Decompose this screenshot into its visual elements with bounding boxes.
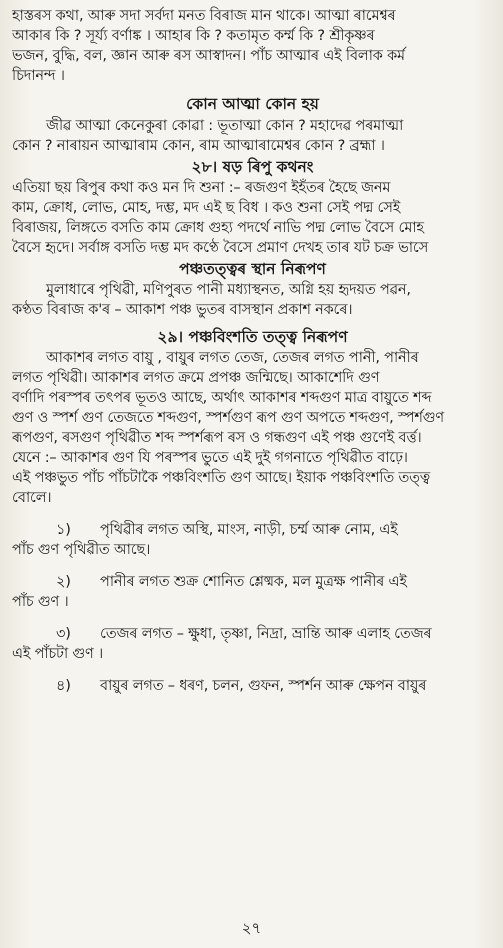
list-number: ২) bbox=[56, 574, 71, 590]
text-line: এই পঞ্চভুত পাঁচ পাঁচটাকৈ পঞ্চবিংশতি গুণ আছে। ইয়াক পঞ্চবিংশতি তত্ত্ব bbox=[12, 470, 430, 486]
page-number: ২৭ bbox=[241, 919, 262, 937]
list-text: বায়ুৰ লগত – ধৰণ, চলন, গুফন, স্পৰ্শন আৰু ক্ষেপন বায়ুৰ bbox=[100, 678, 427, 694]
list-continuation: পাঁচ গুণ পৃথিৱীত আছে। bbox=[12, 542, 151, 558]
text-line: ৰূপগুণ, ৰসগুণ পৃথিৱীত শব্দ স্পৰ্শৰূপ ৰস ও গন্ধগুণ এই পঞ্চ গুণেই বৰ্ত্ত। bbox=[12, 430, 422, 446]
text-line: বৈসে হৃদে। সৰ্বাঙ্গ বসতি দম্ভ মদ কণ্ঠে বৈসে প্ৰমাণ দেখহ তাৰ যট চক্ৰ ভাসে bbox=[12, 240, 429, 256]
list-item bbox=[12, 572, 493, 612]
text-line: আকাৰ কি ? সূৰ্য্য বৰ্ণাঙ্ক । আহাৰ কি ? কতামৃত কৰ্ম্ম কি ? শ্ৰীকৃষ্ণৰ bbox=[12, 28, 375, 44]
section-heading: কোন আত্মা কোন হয় bbox=[186, 95, 319, 113]
section-1-paragraph bbox=[12, 116, 493, 156]
text-line: মুলাধাৰে পৃথিৱী, মণিপুৰত পানী মধ্যাস্থনত, অগ্নি হয় হৃদয়ত পৱন, bbox=[46, 282, 411, 298]
list-text: পানীৰ লগত শুক্ৰ শোনিত শ্লেষ্মক, মল মুত্ৰক্ষ পানীৰ এই bbox=[100, 574, 407, 590]
list-number: ১) bbox=[56, 522, 71, 538]
list-item bbox=[12, 676, 493, 696]
text-line: ভজন, বুদ্ধি, বল, জ্ঞান আৰু ৰস আস্বাদন। পাঁচ আত্মাৰ এই বিলাক কৰ্ম bbox=[12, 48, 405, 64]
text-line: বিৰাজয়, লিঙ্গতে বসতি কাম ক্ৰোধ গুহ্য পদৰ্থে নাভি পদ্ম লোভ বৈসে মোহ bbox=[12, 220, 424, 236]
list-text: তেজৰ লগত – ক্ষুধা, তৃষ্ণা, নিদ্ৰা, ভ্ৰান্তি আৰু এলাহ তেজৰ bbox=[100, 626, 432, 642]
intro-paragraph bbox=[12, 6, 493, 86]
text-line: জীৱ আত্মা কেনেকুৰা কোৱা : ভূতাত্মা কোন ? মহাদেৱ পৰমাত্মা bbox=[46, 118, 404, 134]
list-continuation: পাঁচ গুণ । bbox=[12, 594, 69, 610]
text-line: আকাশৰ লগত বায়ু , বায়ুৰ লগত তেজ, তেজৰ লগত পানী, পানীৰ bbox=[46, 350, 419, 366]
numbered-list bbox=[12, 520, 493, 696]
section-heading: ২৯। পঞ্চবিংশতি তত্ত্ব নিৰূপণ bbox=[157, 328, 348, 346]
text-line: হাস্তৰস কথা, আৰু সদা সৰ্বদা মনত বিৰাজ মান থাকে। আত্মা ৰামেশ্বৰ bbox=[12, 8, 396, 24]
text-line: কাম, ক্ৰোধ, লোভ, মোহ, দম্ভ, মদ এই ছ বিধ । কও শুনা সেই পদ্ম সেই bbox=[12, 200, 401, 216]
section-3-paragraph bbox=[12, 280, 493, 320]
text-line: কণ্ঠত বিৰাজ ক'ৰ – আকাশ পঞ্চ ভুতৰ বাসস্থান প্ৰকাশ নকৰে। bbox=[12, 302, 353, 318]
list-continuation: এই পাঁচটা গুণ । bbox=[12, 646, 103, 662]
section-heading: পঞ্চতত্ত্বৰ স্থান নিৰূপণ bbox=[179, 260, 326, 278]
text-line: লগত পৃথিৱী। আকাশৰ লগত ক্ৰমে প্ৰপঞ্চ জন্মিছে। আকাশেদি গুণ bbox=[12, 370, 380, 386]
text-line: কোন ? নাৰায়ন আত্মাৰাম কোন, ৰাম আত্মাৰামেশ্বৰ কোন ? ব্ৰহ্মা । bbox=[12, 138, 385, 154]
text-line: চিদানন্দ । bbox=[12, 68, 65, 84]
text-line: গুণ ও স্পৰ্শ গুণ তেজতে শব্দগুণ, স্পৰ্শগুণ ৰূপ গুণ অপতে শব্দগুণ, স্পৰ্শগুণ bbox=[12, 410, 444, 426]
list-item bbox=[12, 624, 493, 664]
text-line: এতিয়া ছয় ৰিপুৰ কথা কও মন দি শুনা :– ৰজগুণ ইহঁতৰ হৈছে জনম bbox=[12, 180, 391, 196]
list-item bbox=[12, 520, 493, 560]
list-number: ৪) bbox=[56, 678, 71, 694]
section-heading: ২৮। ষড় ৰিপু কথনং bbox=[191, 158, 314, 176]
text-line: বৰ্ণাদি পৰস্পৰ তৎপৰ ভূতও আছে, অৰ্থাৎ আকাশৰ শব্দগুণ মাত্ৰ বায়ুতে শব্দ bbox=[12, 390, 432, 406]
list-number: ৩) bbox=[56, 626, 71, 642]
text-line: বোলে। bbox=[12, 490, 52, 506]
section-4-paragraph bbox=[12, 348, 493, 508]
text-line: যেনে :– আকাশৰ গুণ যি পৰস্পৰ ভুতে এই দুই গগনাতে পৃথিৱীত বাঢ়ে। bbox=[12, 450, 408, 466]
list-text: পৃথিৱীৰ লগত অস্থি, মাংস, নাড়ী, চৰ্ম্ম আৰু নোম, এই bbox=[100, 522, 398, 538]
section-2-paragraph bbox=[12, 178, 493, 258]
